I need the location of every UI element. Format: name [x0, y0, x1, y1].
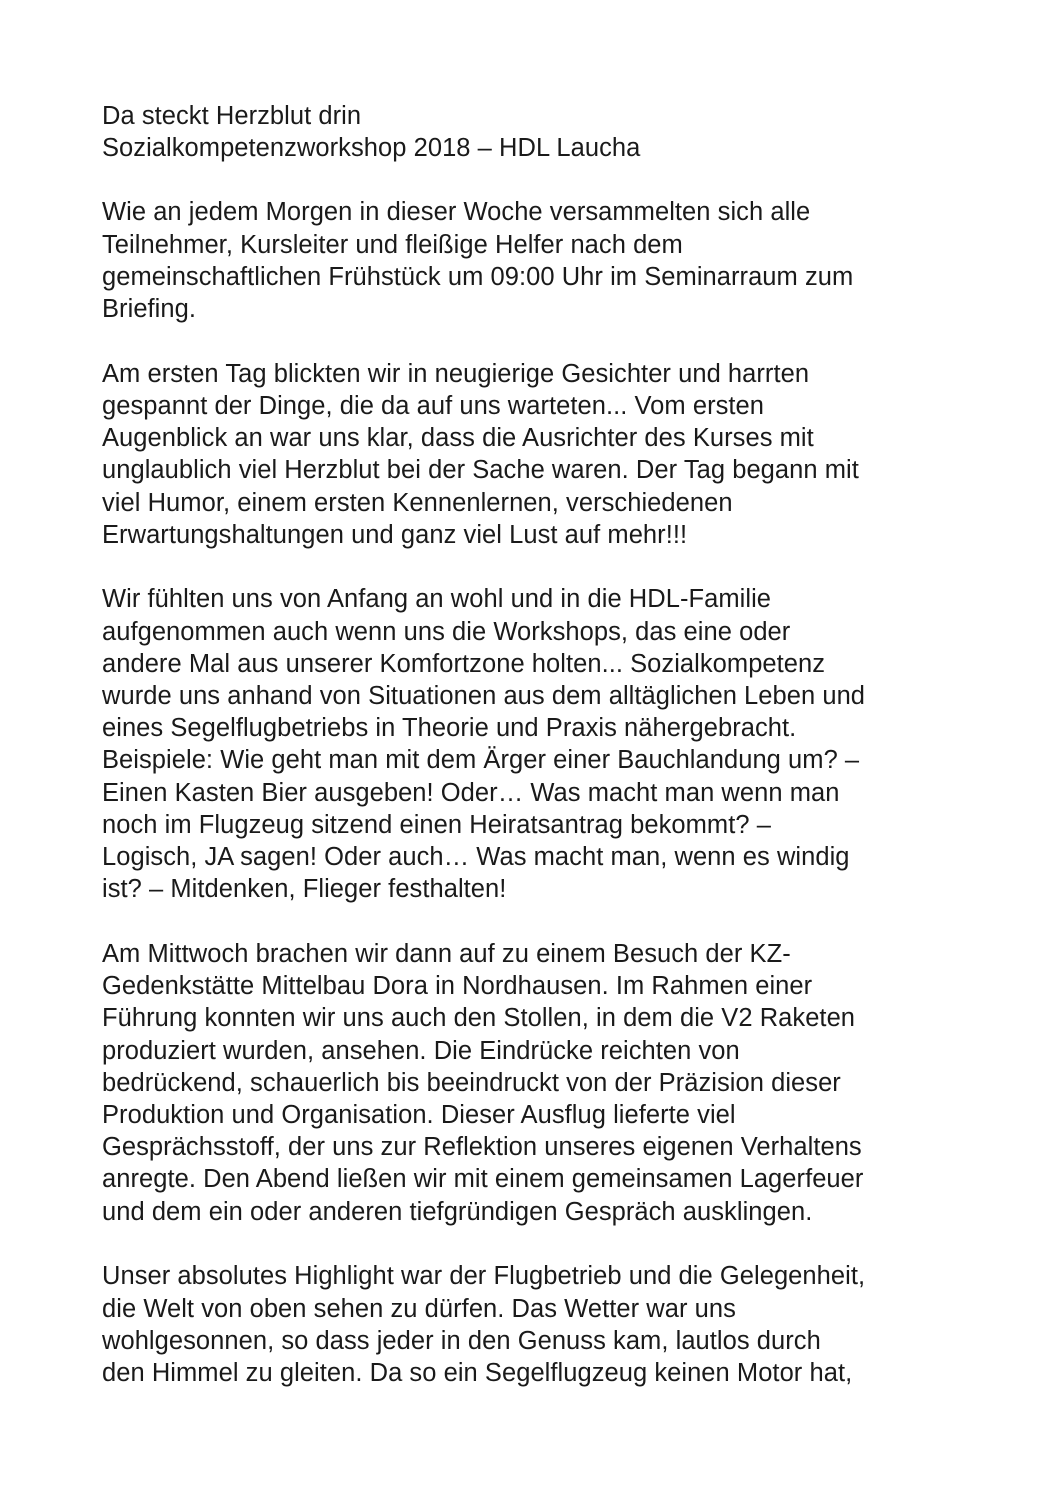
paragraph	[102, 196, 1002, 325]
paragraph-line: anregte. Den Abend ließen wir mit einem gemeinsamen Lagerfeuer	[102, 1165, 864, 1194]
paragraph-line: produziert wurden, ansehen. Die Eindrücke reichten von	[102, 1036, 740, 1065]
paragraph-line: wohlgesonnen, so dass jeder in den Genuss kam, lautlos durch	[102, 1326, 821, 1355]
paragraph-line: Am Mittwoch brachen wir dann auf zu einem Besuch der KZ-	[102, 939, 791, 968]
paragraph-line: Logisch, JA sagen! Oder auch… Was macht man, wenn es windig	[102, 843, 850, 872]
paragraph-line: Erwartungshaltungen und ganz viel Lust auf mehr!!!	[102, 520, 688, 549]
paragraph-line: und dem ein oder anderen tiefgründigen Gespräch ausklingen.	[102, 1197, 813, 1226]
paragraph-line: Unser absolutes Highlight war der Flugbetrieb und die Gelegenheit,	[102, 1262, 866, 1291]
paragraph	[102, 1260, 1002, 1389]
paragraph-line: Gesprächsstoff, der uns zur Reflektion unseres eigenen Verhaltens	[102, 1133, 862, 1162]
paragraph-line: Einen Kasten Bier ausgeben! Oder… Was macht man wenn man	[102, 778, 840, 807]
paragraph-line: andere Mal aus unserer Komfortzone holten... Sozialkompetenz	[102, 649, 826, 678]
paragraph-line: die Welt von oben sehen zu dürfen. Das Wetter war uns	[102, 1294, 736, 1323]
paragraph-line: Teilnehmer, Kursleiter und fleißige Helfer nach dem	[102, 230, 683, 259]
paragraph-line: Am ersten Tag blickten wir in neugierige Gesichter und harrten	[102, 359, 810, 388]
paragraph	[102, 938, 1002, 1228]
document-body	[102, 196, 1002, 1389]
paragraph	[102, 583, 1002, 905]
paragraph-line: bedrückend, schauerlich bis beeindruckt von der Präzision dieser	[102, 1068, 841, 1097]
paragraph-line: Beispiele: Wie geht man mit dem Ärger einer Bauchlandung um? –	[102, 746, 860, 775]
paragraph-line: Briefing.	[102, 295, 196, 324]
paragraph-line: unglaublich viel Herzblut bei der Sache waren. Der Tag begann mit	[102, 456, 859, 485]
paragraph-line: noch im Flugzeug sitzend einen Heiratsantrag bekommt? –	[102, 810, 771, 839]
paragraph-line: den Himmel zu gleiten. Da so ein Segelflugzeug keinen Motor hat,	[102, 1358, 853, 1387]
paragraph-line: Augenblick an war uns klar, dass die Ausrichter des Kurses mit	[102, 424, 814, 453]
document-heading	[102, 100, 1002, 164]
paragraph-line: eines Segelflugbetriebs in Theorie und Praxis nähergebracht.	[102, 714, 797, 743]
paragraph-line: wurde uns anhand von Situationen aus dem alltäglichen Leben und	[102, 682, 866, 711]
paragraph-line: gespannt der Dinge, die da auf uns warteten... Vom ersten	[102, 391, 765, 420]
paragraph-line: gemeinschaftlichen Frühstück um 09:00 Uhr im Seminarraum zum	[102, 262, 854, 291]
paragraph	[102, 358, 1002, 551]
paragraph-line: Führung konnten wir uns auch den Stollen, in dem die V2 Raketen	[102, 1004, 856, 1033]
paragraph-line: Wir fühlten uns von Anfang an wohl und in die HDL-Familie	[102, 585, 772, 614]
document-page	[102, 100, 1002, 1422]
document-title: Da steckt Herzblut drin	[102, 102, 362, 130]
paragraph-line: Gedenkstätte Mittelbau Dora in Nordhausen. Im Rahmen einer	[102, 972, 813, 1001]
document-subtitle: Sozialkompetenzworkshop 2018 – HDL Laucha	[102, 134, 641, 163]
paragraph-line: Produktion und Organisation. Dieser Ausflug lieferte viel	[102, 1100, 736, 1129]
paragraph-line: viel Humor, einem ersten Kennenlernen, verschiedenen	[102, 488, 733, 517]
paragraph-line: ist? – Mitdenken, Flieger festhalten!	[102, 875, 507, 904]
paragraph-line: aufgenommen auch wenn uns die Workshops, das eine oder	[102, 617, 791, 646]
paragraph-line: Wie an jedem Morgen in dieser Woche versammelten sich alle	[102, 198, 811, 227]
